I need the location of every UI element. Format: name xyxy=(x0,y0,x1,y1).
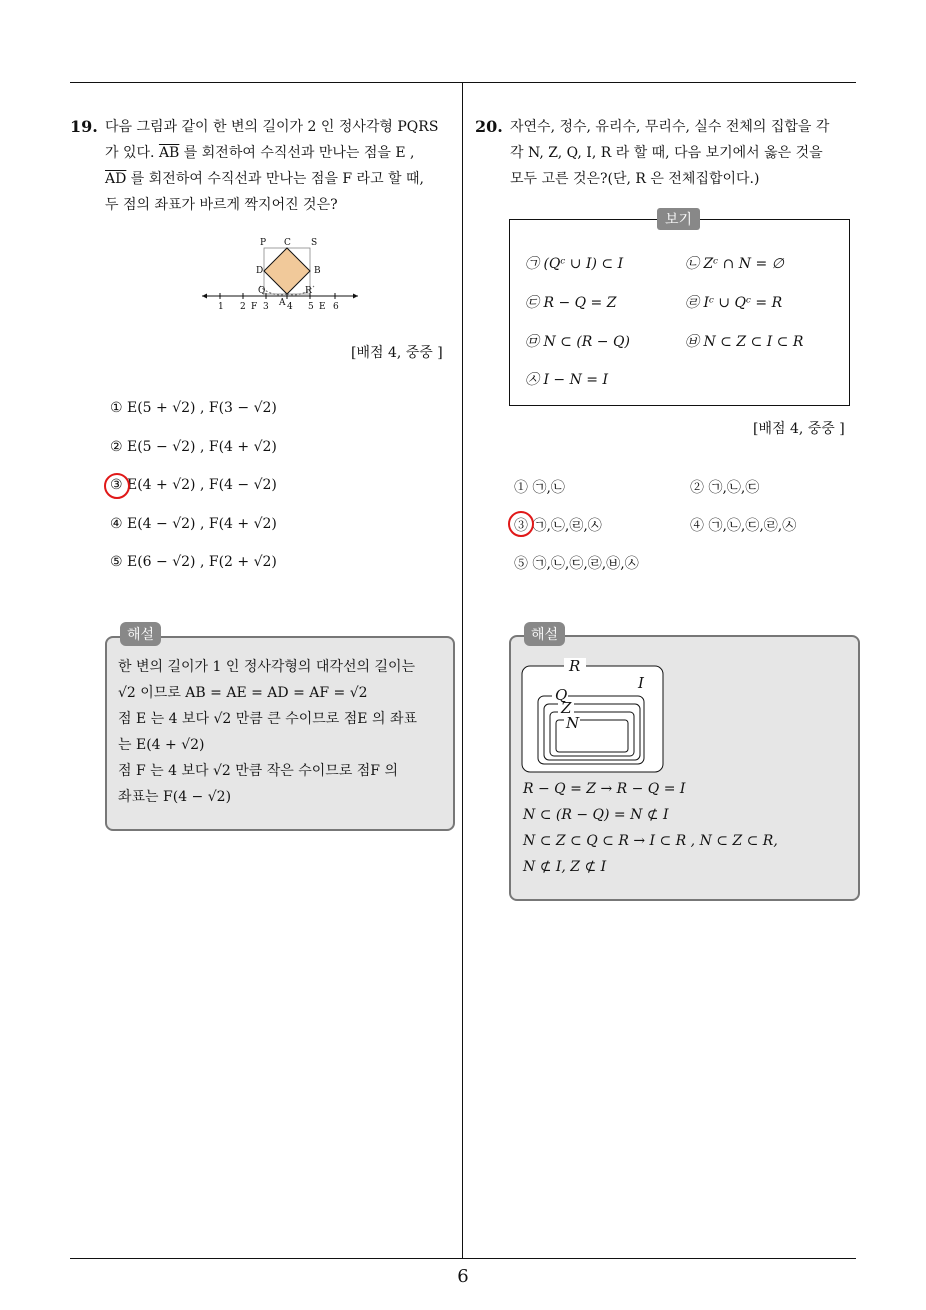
tick-e: E xyxy=(319,302,326,312)
q19-option-2[interactable]: ② E(5 − √2) , F(4 + √2) xyxy=(110,439,277,455)
bogi-item-3: ㉢ R − Q = Z xyxy=(525,295,617,311)
venn-label-q: Q xyxy=(555,686,568,704)
bottom-rule xyxy=(70,1258,856,1259)
label-c: C xyxy=(284,238,291,248)
tick-1: 1 xyxy=(218,302,224,312)
q19-solution-text: 한 변의 길이가 1 인 정사각형의 대각선의 길이는 √2 이므로 AB = AE = AD = AF = √2 점 E 는 4 보다 √2 만큼 큰 수이므로 점E 의 좌표 는 E(4 + √2) 점 F 는 4 보다 √2 만큼 작은 수이므로 점F 의 좌표는 F(4 − √2) xyxy=(118,659,417,805)
q19-figure xyxy=(198,232,363,314)
label-a: A xyxy=(279,298,286,308)
q20-selected-mark xyxy=(508,511,534,537)
venn-label-z: Z xyxy=(561,699,572,717)
venn-label-n: N xyxy=(566,714,580,732)
page-number: 6 xyxy=(457,1266,469,1287)
top-rule xyxy=(70,82,856,83)
label-r: R xyxy=(305,286,312,296)
q20-option-1[interactable]: ① ㉠,㉡ xyxy=(514,480,565,496)
q19-line1: 다음 그림과 같이 한 변의 길이가 2 인 정사각형 PQRS xyxy=(105,119,439,135)
q20-option-5[interactable]: ⑤ ㉠,㉡,㉢,㉣,㉥,㉦ xyxy=(514,556,639,572)
label-p: P xyxy=(260,238,267,248)
q19-selected-mark xyxy=(104,473,130,499)
q19-score: [배점 4, 중중 ] xyxy=(351,345,443,361)
q20-score: [배점 4, 중중 ] xyxy=(753,421,845,437)
label-b: B xyxy=(314,266,321,276)
q20-option-2[interactable]: ② ㉠,㉡,㉢ xyxy=(690,480,760,496)
bogi-item-6: ㉥ N ⊂ Z ⊂ I ⊂ R xyxy=(685,334,804,350)
bogi-item-5: ㉤ N ⊂ (R − Q) xyxy=(525,334,630,350)
tick-4: 4 xyxy=(287,302,293,312)
venn-diagram xyxy=(518,656,668,776)
q19-line4: 두 점의 좌표가 바르게 짝지어진 것은? xyxy=(105,197,338,213)
segment-ad: $\overline{AD}$ xyxy=(105,171,127,187)
q20-text: 자연수, 정수, 유리수, 무리수, 실수 전체의 집합을 각 각 N, Z, Q, I, R 라 할 때, 다음 보기에서 옳은 것을 모두 고른 것은?(단, R 은 전체집합이다.) xyxy=(510,119,830,187)
q20-solution-tag: 해설 xyxy=(524,622,565,646)
bogi-tag: 보기 xyxy=(657,208,700,230)
q20-option-4[interactable]: ④ ㉠,㉡,㉢,㉣,㉦ xyxy=(690,518,797,534)
bogi-item-4: ㉣ Iᶜ ∪ Qᶜ = R xyxy=(685,295,783,311)
venn-label-i: I xyxy=(638,674,644,692)
q20-solution-text: R − Q = Z → R − Q = I N ⊂ (R − Q) = N ⊄ I N ⊂ Z ⊂ Q ⊂ R → I ⊂ R , N ⊂ Z ⊂ R, N ⊄ I, Z ⊄ I xyxy=(523,781,778,875)
venn-label-r: R xyxy=(569,657,581,675)
tick-2: 2 xyxy=(240,302,246,312)
q19-option-1[interactable]: ① E(5 + √2) , F(3 − √2) xyxy=(110,400,277,416)
tick-6: 6 xyxy=(333,302,339,312)
q19-option-4[interactable]: ④ E(4 − √2) , F(4 + √2) xyxy=(110,516,277,532)
segment-ab: $\overline{AB}$ xyxy=(158,145,180,161)
q19-line2: 가 있다. $\overline{AB}$ 를 회전하여 수직선과 만나는 점을 E , xyxy=(105,145,415,161)
q19-line3: $\overline{AD}$ 를 회전하여 수직선과 만나는 점을 F 라고 할 때, xyxy=(105,171,424,187)
tick-3: 3 xyxy=(263,302,269,312)
q19-solution-tag: 해설 xyxy=(120,622,161,646)
tick-f: F xyxy=(251,302,258,312)
bogi-item-1: ㉠ (Qᶜ ∪ I) ⊂ I xyxy=(525,256,624,272)
column-divider xyxy=(462,83,463,1259)
q19-option-5[interactable]: ⑤ E(6 − √2) , F(2 + √2) xyxy=(110,554,277,570)
q19-text xyxy=(105,114,457,218)
label-q: Q xyxy=(258,286,266,296)
bogi-item-7: ㉦ I − N = I xyxy=(525,372,609,388)
tick-5: 5 xyxy=(308,302,314,312)
label-s: S xyxy=(311,238,318,248)
q19-option-3[interactable]: ③ E(4 + √2) , F(4 − √2) xyxy=(110,477,277,493)
bogi-item-2: ㉡ Zᶜ ∩ N = ∅ xyxy=(685,256,784,272)
q20-option-3[interactable]: ③ ㉠,㉡,㉣,㉦ xyxy=(514,518,602,534)
q19-number: 19. xyxy=(70,117,98,136)
label-d: D xyxy=(256,266,264,276)
q20-number: 20. xyxy=(475,117,503,136)
